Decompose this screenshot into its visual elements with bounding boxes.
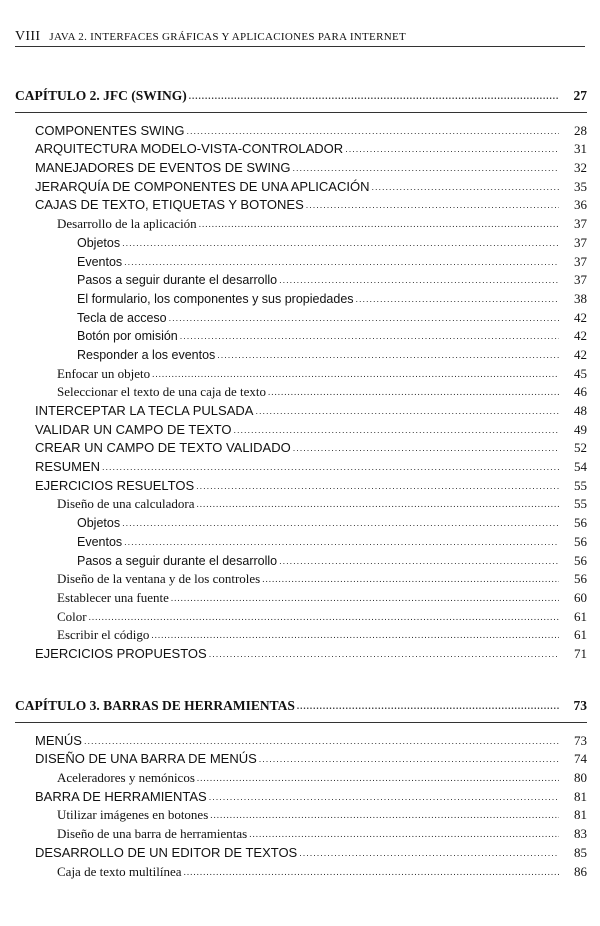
toc-entry-page-number: 42	[574, 346, 587, 362]
toc-entry-label: Eventos	[77, 534, 123, 549]
toc-entry[interactable]	[15, 120, 587, 139]
toc-entry-page-number: 49	[574, 421, 587, 437]
toc-entry[interactable]	[15, 326, 587, 345]
toc-entry-label: Establecer una fuente	[57, 589, 169, 605]
dot-leader	[102, 463, 559, 472]
dot-leader	[297, 702, 559, 711]
toc-entry-page-number: 38	[574, 290, 587, 306]
toc-entry-page-number: 73	[574, 732, 587, 748]
dot-leader	[151, 631, 559, 640]
toc-entry-page-number: 55	[574, 477, 587, 493]
dot-leader	[293, 444, 559, 453]
dot-leader	[124, 538, 559, 547]
toc-entry-label: EJERCICIOS RESUELTOS	[35, 477, 195, 493]
dot-leader	[279, 557, 559, 566]
toc-entry-page-number: 74	[574, 751, 587, 767]
toc-entry[interactable]	[15, 419, 587, 438]
dot-leader	[171, 594, 559, 603]
toc-entry-label: MANEJADORES DE EVENTOS DE SWING	[35, 160, 291, 176]
toc-entry-label: Escribir el código	[57, 627, 150, 643]
toc-entry-page-number: 83	[574, 826, 587, 842]
dot-leader	[197, 500, 559, 509]
toc-entry-page-number: 86	[574, 863, 587, 879]
chapter-heading[interactable]	[15, 694, 587, 714]
toc-entry-page-number: 80	[574, 770, 587, 786]
toc-entry[interactable]	[15, 157, 587, 176]
toc-entry-label: Seleccionar el texto de una caja de texto	[57, 384, 266, 400]
toc-entry-page-number: 45	[574, 365, 587, 381]
toc-entry-label: ARQUITECTURA MODELO-VISTA-CONTROLADOR	[35, 141, 344, 157]
book-title: JAVA 2. INTERFACES GRÁFICAS Y APLICACIONES PARA INTERNET	[49, 31, 406, 43]
dot-leader	[180, 332, 559, 341]
dot-leader	[209, 650, 559, 659]
toc-entry-page-number: 35	[574, 178, 587, 194]
toc-entry-page-number: 55	[574, 496, 587, 512]
toc-entry-label: DISEÑO DE UNA BARRA DE MENÚS	[35, 751, 257, 767]
toc-entry-page-number: 60	[574, 589, 587, 605]
dot-leader	[268, 388, 559, 397]
dot-leader	[184, 868, 559, 877]
dot-leader	[209, 793, 559, 802]
toc-entry-page-number: 61	[574, 608, 587, 624]
toc-entry-label: Botón por omisión	[77, 329, 178, 344]
toc-entry[interactable]	[15, 213, 587, 232]
toc-entry-label: EJERCICIOS PROPUESTOS	[35, 645, 207, 661]
toc-entry[interactable]	[15, 786, 587, 805]
toc-entry-page-number: 54	[574, 459, 587, 475]
header-rule	[15, 46, 585, 47]
dot-leader	[306, 201, 559, 210]
dot-leader	[122, 239, 559, 248]
toc-entry-label: Tecla de acceso	[77, 310, 167, 325]
toc-entry[interactable]	[15, 232, 587, 251]
toc-entry-list	[15, 730, 587, 880]
toc-entry[interactable]	[15, 251, 587, 270]
toc-entry[interactable]	[15, 176, 587, 195]
toc-entry[interactable]	[15, 625, 587, 644]
toc-entry-label: COMPONENTES SWING	[35, 122, 185, 138]
toc-entry[interactable]	[15, 587, 587, 606]
toc-entry[interactable]	[15, 382, 587, 401]
dot-leader	[249, 830, 559, 839]
dot-leader	[299, 849, 559, 858]
toc-entry[interactable]	[15, 139, 587, 158]
dot-leader	[345, 145, 559, 154]
toc-entry[interactable]	[15, 494, 587, 513]
toc-entry-page-number: 32	[574, 160, 587, 176]
toc-entry-label: Eventos	[77, 254, 123, 269]
toc-entry-page-number: 56	[574, 533, 587, 549]
dot-leader	[152, 370, 559, 379]
toc-entry-label: Diseño de una barra de herramientas	[57, 826, 248, 842]
toc-entry[interactable]	[15, 730, 587, 749]
toc-entry-label: JERARQUÍA DE COMPONENTES DE UNA APLICACIÓN	[35, 178, 370, 194]
toc-entry-page-number: 85	[574, 844, 587, 860]
dot-leader	[124, 258, 559, 267]
chapter-rule	[15, 722, 587, 723]
toc-entry-page-number: 28	[574, 122, 587, 138]
toc-entry-page-number: 46	[574, 384, 587, 400]
toc-entry-page-number: 42	[574, 309, 587, 325]
toc-entry[interactable]	[15, 749, 587, 768]
dot-leader	[210, 811, 559, 820]
toc-entry-list	[15, 120, 587, 662]
toc-entry[interactable]	[15, 531, 587, 550]
toc-entry-page-number: 52	[574, 440, 587, 456]
toc-entry[interactable]	[15, 643, 587, 662]
dot-leader	[199, 220, 559, 229]
chapter-title: CAPÍTULO 2. JFC (SWING)	[15, 88, 187, 103]
toc-entry[interactable]	[15, 823, 587, 842]
toc-entry-page-number: 56	[574, 571, 587, 587]
page-number: VIII	[15, 29, 41, 44]
toc-entry[interactable]	[15, 363, 587, 382]
toc-entry-page-number: 37	[574, 253, 587, 269]
chapter-page-number: 73	[573, 698, 587, 713]
chapter-heading[interactable]	[15, 84, 587, 104]
toc-entry-label: Objetos	[77, 235, 121, 250]
toc-entry-label: Objetos	[77, 516, 121, 531]
toc-entry-label: Color	[57, 608, 87, 624]
dot-leader	[89, 613, 559, 622]
toc-entry[interactable]	[15, 767, 587, 786]
toc-entry-label: Caja de texto multilínea	[57, 863, 182, 879]
dot-leader	[217, 351, 559, 360]
toc-entry[interactable]	[15, 606, 587, 625]
toc-entry[interactable]	[15, 456, 587, 475]
toc-entry[interactable]	[15, 512, 587, 531]
toc-entry-label: Diseño de una calculadora	[57, 496, 195, 512]
toc-entry[interactable]	[15, 438, 587, 457]
toc-entry-label: Responder a los eventos	[77, 347, 216, 362]
chapter-section	[15, 694, 587, 880]
toc-entry-page-number: 37	[574, 272, 587, 288]
toc-entry-page-number: 71	[574, 645, 587, 661]
toc-entry[interactable]	[15, 550, 587, 569]
dot-leader	[234, 426, 560, 435]
dot-leader	[292, 164, 559, 173]
toc-entry[interactable]	[15, 842, 587, 861]
dot-leader	[187, 127, 559, 136]
toc-entry-page-number: 42	[574, 328, 587, 344]
toc-entry-page-number: 56	[574, 515, 587, 531]
toc-entry-label: Pasos a seguir durante el desarrollo	[77, 553, 278, 568]
dot-leader	[189, 92, 559, 101]
toc-entry[interactable]	[15, 475, 587, 494]
toc-entry-label: Diseño de la ventana y de los controles	[57, 571, 261, 587]
dot-leader	[356, 295, 559, 304]
dot-leader	[196, 482, 559, 491]
toc-entry-label: Desarrollo de la aplicación	[57, 216, 197, 232]
dot-leader	[122, 519, 559, 528]
dot-leader	[262, 575, 559, 584]
toc-entry-page-number: 81	[574, 807, 587, 823]
toc-entry-label: Aceleradores y nemónicos	[57, 770, 195, 786]
toc-entry-label: Enfocar un objeto	[57, 365, 151, 381]
toc-entry[interactable]	[15, 805, 587, 824]
toc-entry[interactable]	[15, 400, 587, 419]
toc-entry-page-number: 56	[574, 552, 587, 568]
toc-entry-page-number: 37	[574, 234, 587, 250]
toc-entry[interactable]	[15, 861, 587, 880]
toc-entry-page-number: 81	[574, 788, 587, 804]
dot-leader	[169, 314, 559, 323]
toc-entry[interactable]	[15, 288, 587, 307]
toc-entry-label: MENÚS	[35, 732, 82, 748]
toc-entry-label: CAJAS DE TEXTO, ETIQUETAS Y BOTONES	[35, 197, 304, 213]
toc-entry-label: DESARROLLO DE UN EDITOR DE TEXTOS	[35, 844, 298, 860]
dot-leader	[197, 774, 559, 783]
toc-entry[interactable]	[15, 307, 587, 326]
chapter-page-number: 27	[573, 88, 587, 103]
toc-entry-page-number: 48	[574, 403, 587, 418]
toc-entry-page-number: 31	[574, 141, 587, 157]
chapter-section	[15, 84, 587, 662]
dot-leader	[279, 276, 559, 285]
toc-entry-label: Utilizar imágenes en botones	[57, 807, 209, 823]
toc-entry-page-number: 36	[574, 197, 587, 213]
toc-entry-page-number: 61	[574, 627, 587, 643]
toc-entry[interactable]	[15, 344, 587, 363]
dot-leader	[84, 737, 559, 746]
toc-entry-label: El formulario, los componentes y sus propiedades	[77, 291, 354, 306]
chapter-title: CAPÍTULO 3. BARRAS DE HERRAMIENTAS	[15, 698, 295, 713]
toc-entry-label: RESUMEN	[35, 459, 101, 475]
toc-entry-label: INTERCEPTAR LA TECLA PULSADA	[35, 403, 254, 418]
dot-leader	[259, 755, 559, 764]
toc-entry-label: BARRA DE HERRAMIENTAS	[35, 788, 207, 804]
toc-entry-label: VALIDAR UN CAMPO DE TEXTO	[35, 421, 232, 437]
running-head	[15, 29, 585, 45]
chapter-rule	[15, 112, 587, 113]
toc-entry-label: CREAR UN CAMPO DE TEXTO VALIDADO	[35, 440, 291, 456]
dot-leader	[255, 407, 559, 416]
toc-entry-page-number: 37	[574, 216, 587, 232]
toc-entry-label: Pasos a seguir durante el desarrollo	[77, 273, 278, 288]
toc-entry[interactable]	[15, 569, 587, 588]
toc-entry[interactable]	[15, 270, 587, 289]
dot-leader	[371, 183, 559, 192]
toc-entry[interactable]	[15, 195, 587, 214]
